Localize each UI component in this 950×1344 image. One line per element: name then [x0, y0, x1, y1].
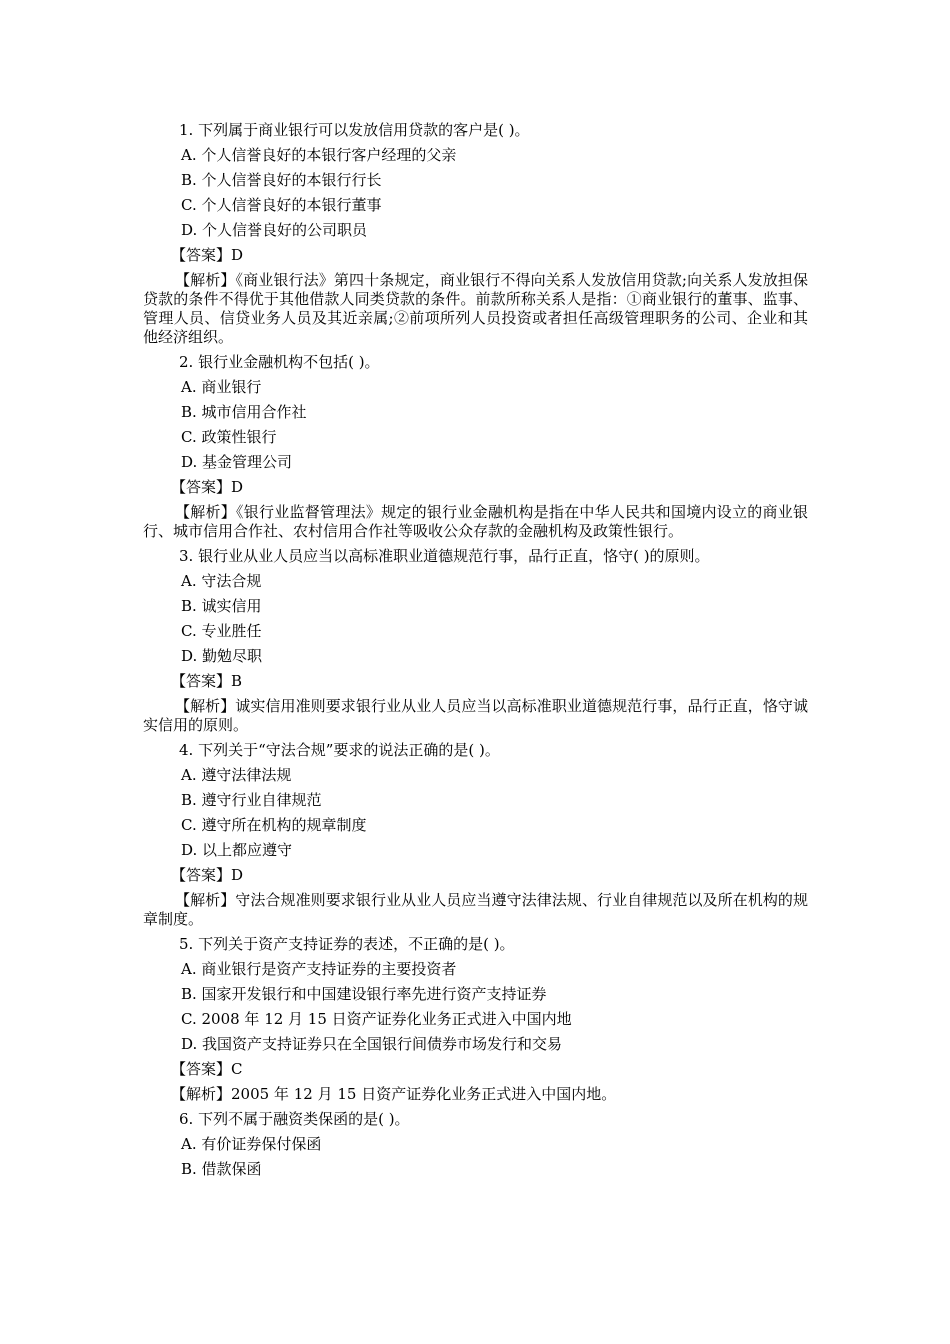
option-c: C. 个人信誉良好的本银行董事	[181, 196, 382, 214]
option-a: A. 遵守法律法规	[181, 766, 292, 784]
option-b: B. 国家开发银行和中国建设银行率先进行资产支持证券	[181, 985, 547, 1003]
answer: 【答案】C	[171, 1060, 243, 1078]
option-a: A. 商业银行是资产支持证券的主要投资者	[181, 960, 457, 978]
question-block-5	[143, 932, 808, 1107]
answer: 【答案】D	[171, 866, 244, 884]
question-block-1	[143, 118, 808, 347]
document-page	[143, 118, 808, 1182]
explanation: 【解析】《商业银行法》第四十条规定，商业银行不得向关系人发放信用贷款;向关系人发放担保贷款的条件不得优于其他借款人同类贷款的条件。前款所称关系人是指：①商业银行的董事、监事、管理人员、信贷业务人员及其近亲属;②前项所列人员投资或者担任高级管理职务的公司、企业和其他经济组织。	[143, 271, 808, 346]
question-block-4	[143, 738, 808, 929]
option-b: B. 借款保函	[181, 1160, 262, 1178]
option-c: C. 政策性银行	[181, 428, 277, 446]
option-b: B. 遵守行业自律规范	[181, 791, 322, 809]
question-text: 4. 下列关于“守法合规”要求的说法正确的是( )。	[179, 741, 500, 759]
explanation: 【解析】守法合规准则要求银行业从业人员应当遵守法律法规、行业自律规范以及所在机构的规章制度。	[143, 891, 808, 928]
option-d: D. 勤勉尽职	[181, 647, 263, 665]
answer: 【答案】D	[171, 478, 244, 496]
option-a: A. 守法合规	[181, 572, 262, 590]
question-text: 2. 银行业金融机构不包括( )。	[179, 353, 380, 371]
question-block-2	[143, 350, 808, 541]
option-b: B. 城市信用合作社	[181, 403, 307, 421]
option-a: A. 有价证券保付保函	[181, 1135, 322, 1153]
explanation: 【解析】诚实信用准则要求银行业从业人员应当以高标准职业道德规范行事，品行正直，恪守诚实信用的原则。	[143, 697, 808, 734]
explanation: 【解析】《银行业监督管理法》规定的银行业金融机构是指在中华人民共和国境内设立的商业银行、城市信用合作社、农村信用合作社等吸收公众存款的金融机构及政策性银行。	[143, 503, 808, 540]
answer: 【答案】D	[171, 246, 244, 264]
answer: 【答案】B	[171, 672, 243, 690]
question-text: 6. 下列不属于融资类保函的是( )。	[179, 1110, 410, 1128]
question-text: 5. 下列关于资产支持证券的表述，不正确的是( )。	[179, 935, 515, 953]
question-block-3	[143, 544, 808, 735]
option-b: B. 诚实信用	[181, 597, 262, 615]
option-a: A. 商业银行	[181, 378, 262, 396]
explanation: 【解析】2005 年 12 月 15 日资产证券化业务正式进入中国内地。	[171, 1085, 617, 1103]
option-b: B. 个人信誉良好的本银行行长	[181, 171, 382, 189]
option-d: D. 个人信誉良好的公司职员	[181, 221, 368, 239]
question-text: 3. 银行业从业人员应当以高标准职业道德规范行事，品行正直，恪守( )的原则。	[179, 547, 710, 565]
option-c: C. 专业胜任	[181, 622, 262, 640]
option-c: C. 遵守所在机构的规章制度	[181, 816, 367, 834]
option-c: C. 2008 年 12 月 15 日资产证券化业务正式进入中国内地	[181, 1010, 572, 1028]
question-text: 1. 下列属于商业银行可以发放信用贷款的客户是( )。	[179, 121, 530, 139]
option-a: A. 个人信誉良好的本银行客户经理的父亲	[181, 146, 457, 164]
option-d: D. 以上都应遵守	[181, 841, 293, 859]
option-d: D. 基金管理公司	[181, 453, 293, 471]
question-block-6	[143, 1107, 808, 1182]
option-d: D. 我国资产支持证券只在全国银行间债券市场发行和交易	[181, 1035, 563, 1053]
